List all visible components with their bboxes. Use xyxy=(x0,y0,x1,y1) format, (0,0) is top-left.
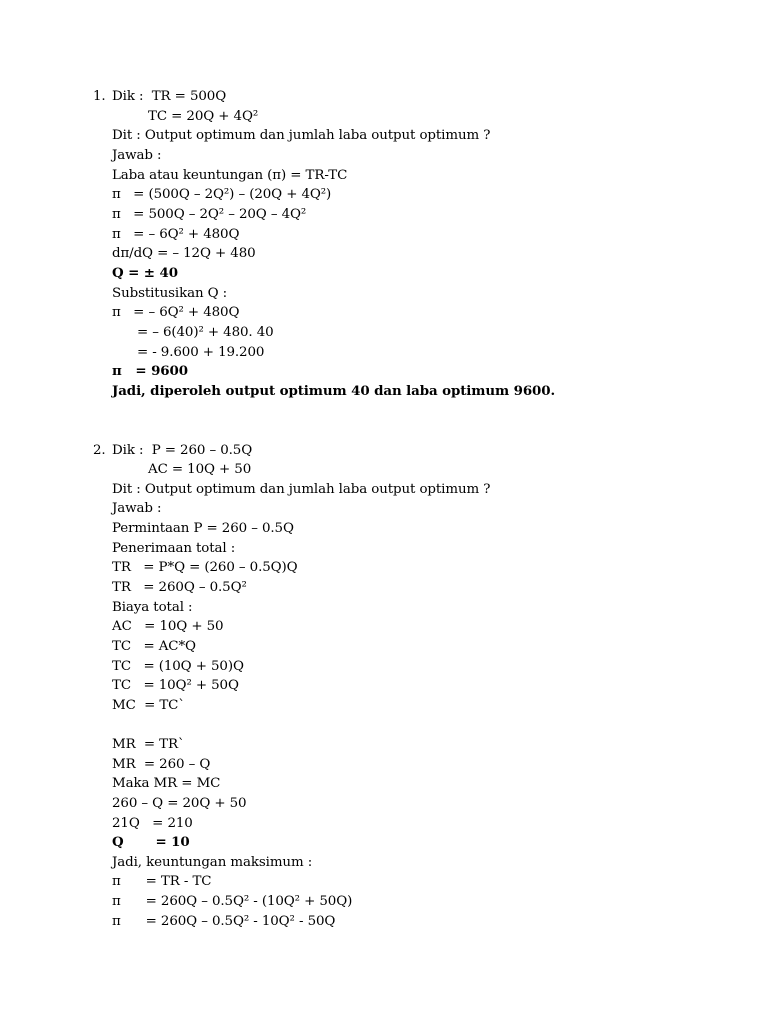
given-line: Dik : P = 260 – 0.5Q xyxy=(112,443,253,458)
question-line: Dit : Output optimum dan jumlah laba output optimum ? xyxy=(112,482,491,497)
equation-line: TC = (10Q + 50)Q xyxy=(112,659,244,674)
equation-line: π = TR - TC xyxy=(112,874,212,889)
equation-line: TR = 260Q – 0.5Q² xyxy=(112,580,247,595)
equation-line: dπ/dQ = – 12Q + 480 xyxy=(112,246,256,261)
equation-line: = - 9.600 + 19.200 xyxy=(112,345,265,360)
result-line: Q = ± 40 xyxy=(112,265,178,281)
equation-line: TC = AC*Q xyxy=(112,639,196,654)
problem-number: 1. xyxy=(93,89,106,104)
equation-line: π = – 6Q² + 480Q xyxy=(112,227,240,242)
equation-line: TC = 10Q² + 50Q xyxy=(112,678,239,693)
given-line: AC = 10Q + 50 xyxy=(148,462,252,477)
given-line: Dik : TR = 500Q xyxy=(112,89,227,104)
equation-line: Permintaan P = 260 – 0.5Q xyxy=(112,521,294,536)
answer-heading: Jawab : xyxy=(112,148,162,163)
equation-line: Substitusikan Q : xyxy=(112,286,228,301)
equation-line: Penerimaan total : xyxy=(112,541,236,556)
problem-number: 2. xyxy=(93,443,106,458)
result-line: π = 9600 xyxy=(112,363,188,379)
equation-line: π = 500Q – 2Q² – 20Q – 4Q² xyxy=(112,207,307,222)
conclusion-line: Jadi, diperoleh output optimum 40 dan laba optimum 9600. xyxy=(112,383,556,399)
given-line: TC = 20Q + 4Q² xyxy=(148,109,259,124)
equation-line: MC = TC` xyxy=(112,698,185,713)
equation-line: Biaya total : xyxy=(112,600,193,615)
equation-line: TR = P*Q = (260 – 0.5Q)Q xyxy=(112,560,298,575)
equation-line: π = 260Q – 0.5Q² - (10Q² + 50Q) xyxy=(112,894,353,909)
question-line: Dit : Output optimum dan jumlah laba output optimum ? xyxy=(112,128,491,143)
answer-heading: Jawab : xyxy=(112,501,162,516)
equation-line: MR = 260 – Q xyxy=(112,757,211,772)
equation-line: 21Q = 210 xyxy=(112,816,193,831)
equation-line: π = (500Q – 2Q²) – (20Q + 4Q²) xyxy=(112,187,332,202)
equation-line: Jadi, keuntungan maksimum : xyxy=(112,855,313,870)
equation-line: 260 – Q = 20Q + 50 xyxy=(112,796,247,811)
equation-line: Maka MR = MC xyxy=(112,776,221,791)
equation-line: MR = TR` xyxy=(112,737,185,752)
equation-line: π = 260Q – 0.5Q² - 10Q² - 50Q xyxy=(112,914,336,929)
result-line: Q = 10 xyxy=(112,834,190,850)
equation-line: Laba atau keuntungan (π) = TR-TC xyxy=(112,168,348,183)
equation-line: = – 6(40)² + 480. 40 xyxy=(112,325,274,340)
equation-line: AC = 10Q + 50 xyxy=(112,619,224,634)
equation-line: π = – 6Q² + 480Q xyxy=(112,305,240,320)
